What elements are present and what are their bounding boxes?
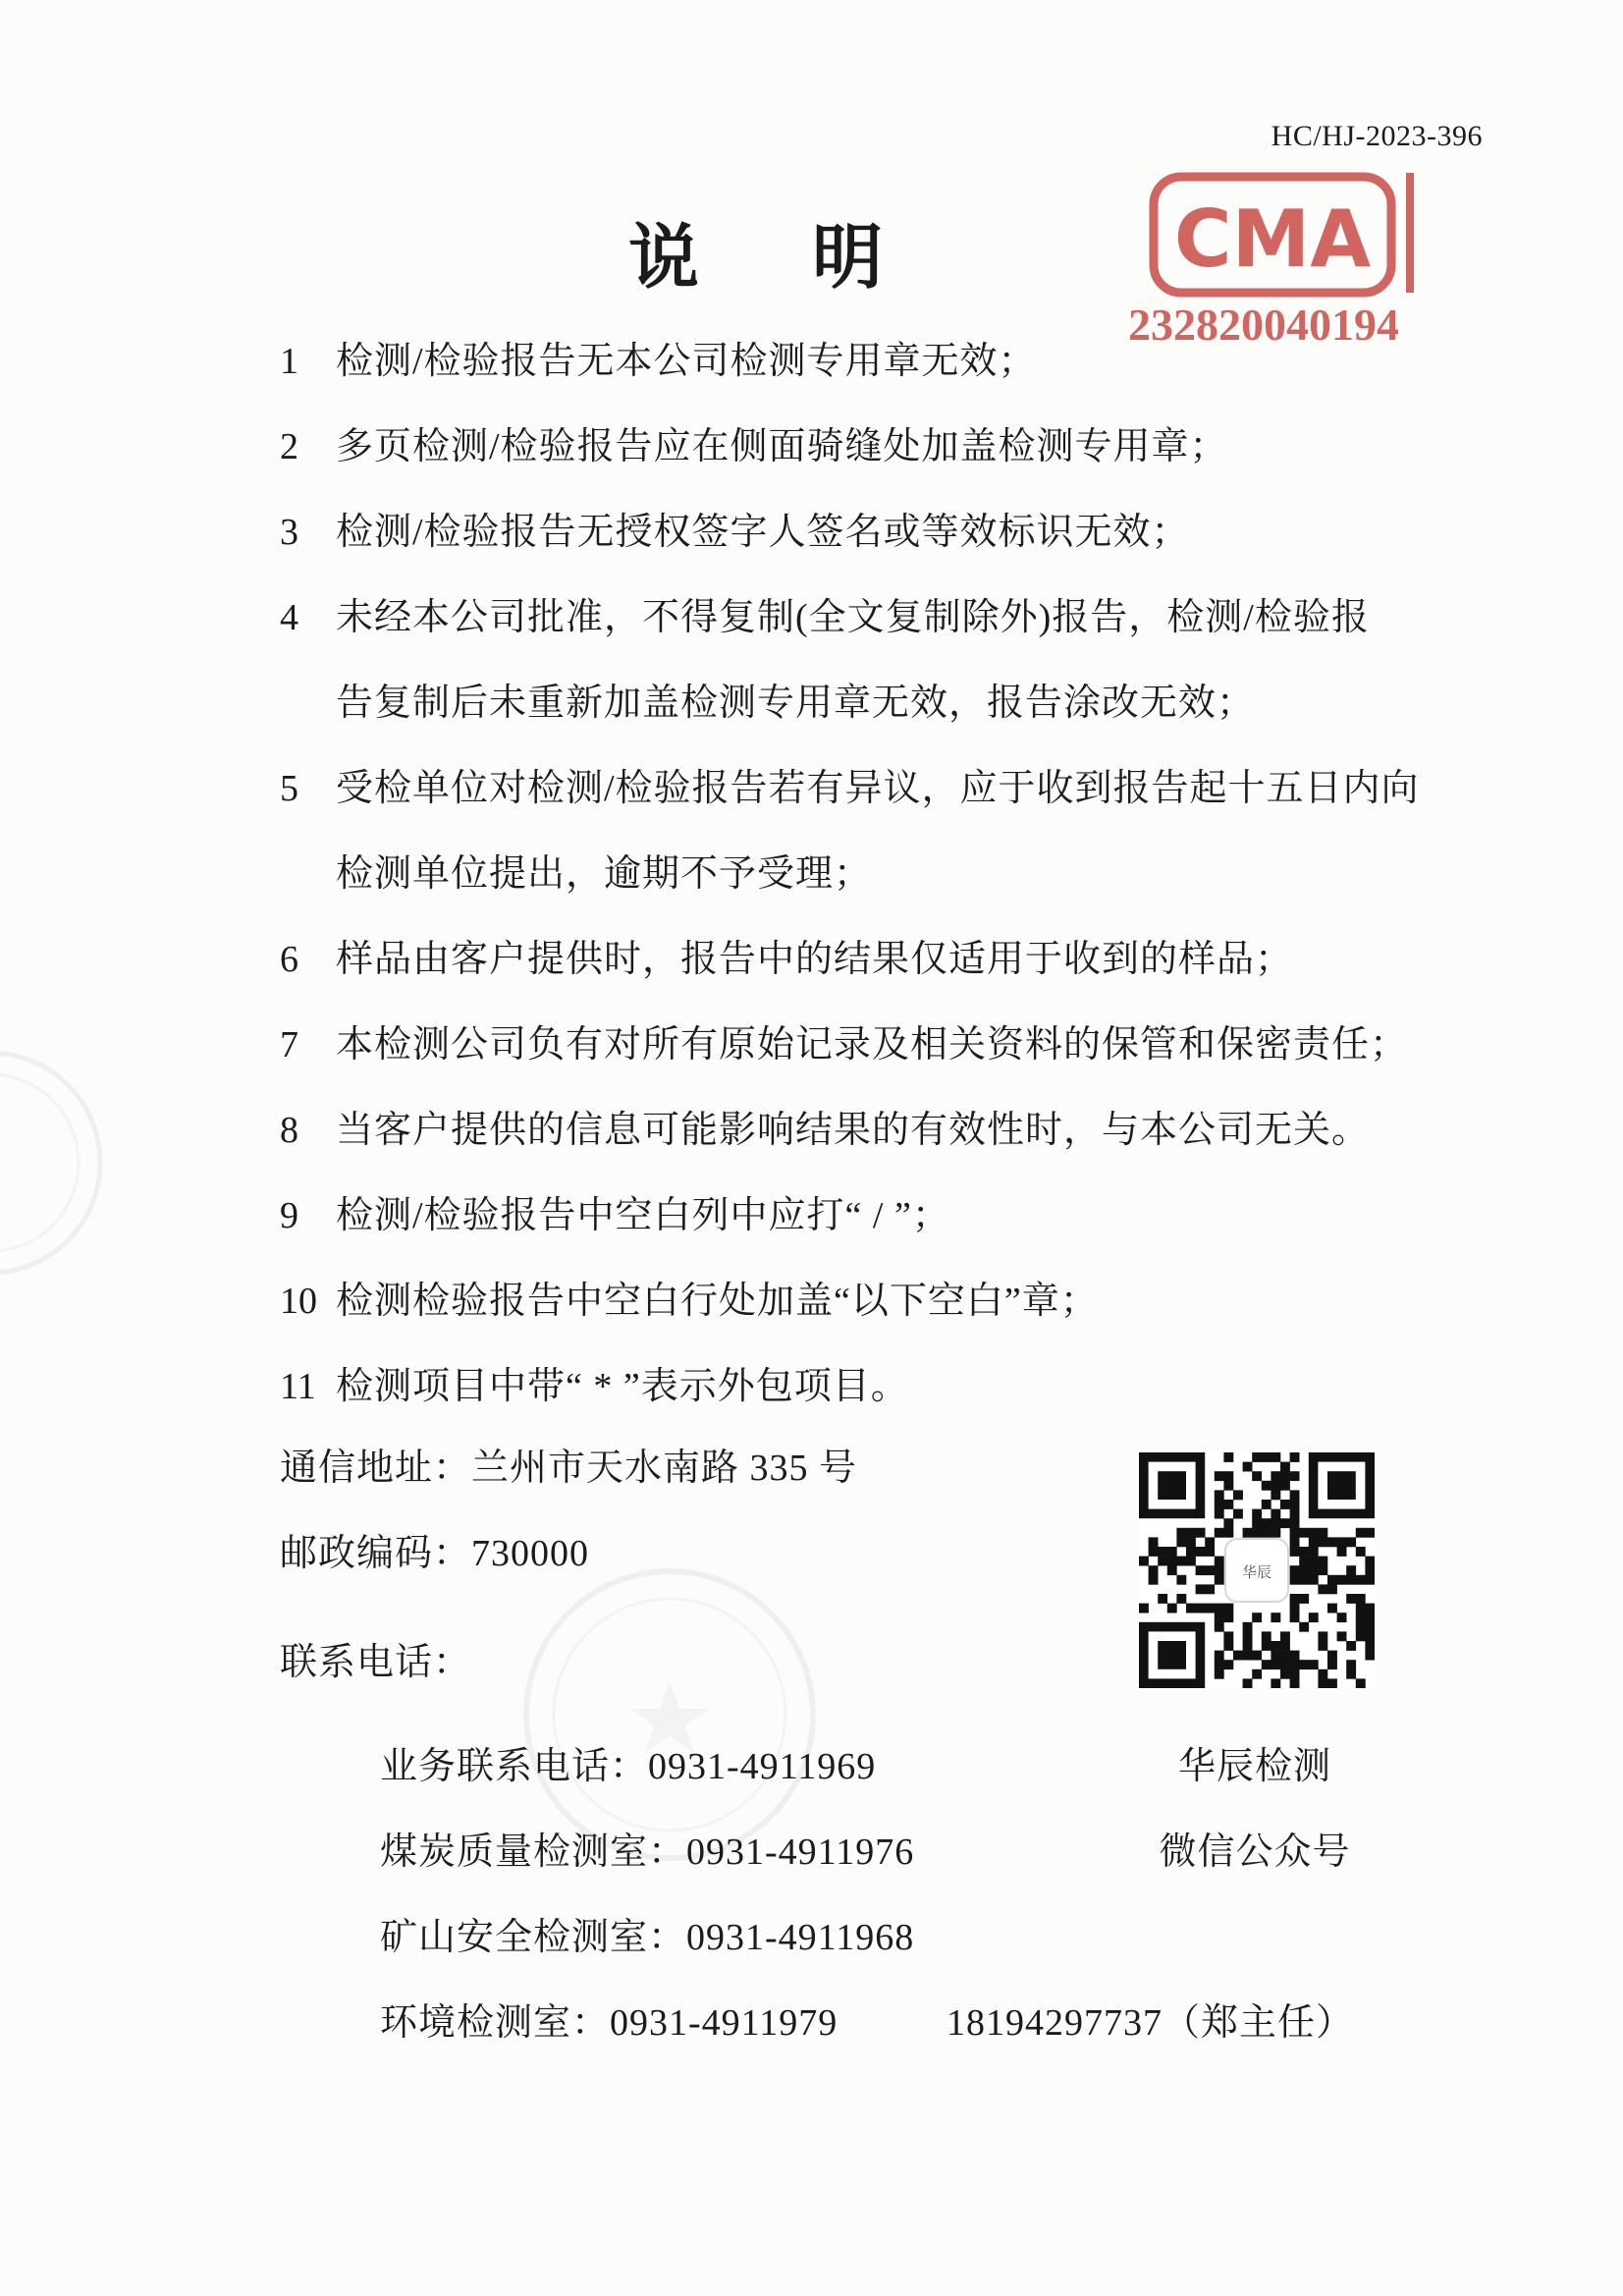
qr-module bbox=[1299, 1660, 1309, 1669]
item-number: 3 bbox=[280, 512, 298, 553]
page-title: 说 明 bbox=[628, 216, 928, 299]
qr-module bbox=[1186, 1537, 1196, 1547]
qr-module bbox=[1280, 1481, 1290, 1491]
qr-module bbox=[1309, 1537, 1319, 1547]
qr-module bbox=[1252, 1518, 1262, 1528]
qr-module bbox=[1262, 1500, 1271, 1509]
qr-module bbox=[1299, 1622, 1309, 1632]
phone-heading: 联系电话： bbox=[280, 1642, 472, 1683]
item-text: 检测/检验报告中空白列中应打“ / ”； bbox=[336, 1195, 950, 1236]
qr-module bbox=[1299, 1557, 1309, 1566]
qr-module bbox=[1290, 1575, 1300, 1585]
qr-module bbox=[1299, 1575, 1309, 1585]
notice-item-1 bbox=[280, 319, 1517, 405]
qr-module bbox=[1158, 1547, 1167, 1557]
qr-module bbox=[1262, 1528, 1271, 1538]
qr-module bbox=[1176, 1575, 1186, 1585]
qr-module bbox=[1327, 1660, 1337, 1669]
qr-module bbox=[1252, 1613, 1262, 1622]
notice-item-3 bbox=[280, 490, 1517, 575]
qr-module bbox=[1280, 1669, 1290, 1679]
qr-module bbox=[1271, 1481, 1280, 1491]
qr-module bbox=[1243, 1641, 1253, 1651]
qr-module bbox=[1299, 1565, 1309, 1575]
item-text: 检测项目中带“ * ”表示外包项目。 bbox=[336, 1366, 909, 1407]
qr-module bbox=[1271, 1528, 1280, 1538]
notice-item-5 bbox=[280, 746, 1517, 917]
qr-module bbox=[1271, 1613, 1280, 1622]
qr-module bbox=[1346, 1669, 1356, 1679]
qr-module bbox=[1327, 1678, 1337, 1688]
qr-module bbox=[1243, 1631, 1253, 1641]
cma-logo-text: CMA bbox=[1173, 193, 1372, 285]
qr-module bbox=[1252, 1471, 1262, 1481]
qr-module bbox=[1215, 1660, 1224, 1669]
qr-module bbox=[1271, 1678, 1280, 1688]
qr-module bbox=[1215, 1604, 1224, 1613]
qr-module bbox=[1271, 1660, 1280, 1669]
qr-module bbox=[1262, 1481, 1271, 1491]
qr-module bbox=[1356, 1547, 1366, 1557]
contact-list bbox=[380, 1724, 914, 2066]
qr-caption-type: 微信公众号 bbox=[1159, 1831, 1351, 1873]
item-number: 4 bbox=[280, 597, 298, 638]
contact-environment-lab: 环境检测室：0931-4911979 bbox=[380, 2002, 839, 2044]
qr-module bbox=[1365, 1604, 1375, 1613]
qr-module bbox=[1327, 1584, 1337, 1594]
item-text: 本检测公司负有对所有原始记录及相关资料的保管和保密责任； bbox=[336, 1024, 1409, 1066]
item-text: 未经本公司批准，不得复制(全文复制除外)报告，检测/检验报 bbox=[336, 597, 1370, 638]
qr-logo-text: 华辰 bbox=[1241, 1563, 1272, 1581]
qr-module bbox=[1318, 1669, 1327, 1679]
bleed-through-seal-edge bbox=[0, 1045, 108, 1281]
qr-module bbox=[1215, 1509, 1224, 1519]
qr-module bbox=[1356, 1604, 1366, 1613]
qr-module bbox=[1167, 1547, 1177, 1557]
notice-list bbox=[280, 319, 1517, 1430]
postcode: 邮政编码：730000 bbox=[280, 1533, 590, 1574]
notice-line bbox=[280, 575, 1517, 661]
contact-business: 业务联系电话：0931-4911969 bbox=[380, 1746, 877, 1787]
qr-module bbox=[1318, 1528, 1327, 1538]
qr-module bbox=[1290, 1678, 1300, 1688]
qr-module bbox=[1271, 1641, 1280, 1651]
qr-module bbox=[1167, 1565, 1177, 1575]
qr-module bbox=[1290, 1547, 1300, 1557]
qr-module bbox=[1215, 1528, 1224, 1538]
qr-module bbox=[1223, 1660, 1233, 1669]
qr-module bbox=[1223, 1518, 1233, 1528]
qr-module bbox=[1271, 1471, 1280, 1481]
qr-module bbox=[1196, 1528, 1206, 1538]
qr-module bbox=[1290, 1604, 1300, 1613]
item-number: 6 bbox=[280, 939, 298, 980]
qr-module bbox=[1346, 1594, 1356, 1604]
qr-module bbox=[1290, 1594, 1300, 1604]
item-text: 受检单位对检测/检验报告若有异议，应于收到报告起十五日内向 bbox=[336, 768, 1420, 809]
qr-module bbox=[1176, 1557, 1186, 1566]
qr-module bbox=[1252, 1651, 1262, 1661]
qr-module bbox=[1337, 1613, 1347, 1622]
qr-finder bbox=[1327, 1471, 1356, 1500]
qr-module bbox=[1223, 1641, 1233, 1651]
qr-module bbox=[1252, 1669, 1262, 1679]
qr-module bbox=[1158, 1594, 1167, 1604]
qr-module bbox=[1290, 1528, 1300, 1538]
qr-module bbox=[1223, 1471, 1233, 1481]
qr-module bbox=[1280, 1651, 1290, 1661]
qr-module bbox=[1290, 1613, 1300, 1622]
qr-module bbox=[1365, 1622, 1375, 1632]
qr-module bbox=[1233, 1651, 1243, 1661]
qr-module bbox=[1280, 1500, 1290, 1509]
qr-module bbox=[1252, 1452, 1262, 1462]
item-number: 1 bbox=[280, 341, 298, 382]
contact-mine-safety-lab: 矿山安全检测室：0931-4911968 bbox=[380, 1917, 915, 1958]
qr-module bbox=[1176, 1537, 1186, 1547]
qr-module bbox=[1243, 1528, 1253, 1538]
qr-module bbox=[1215, 1613, 1224, 1622]
qr-module bbox=[1290, 1452, 1300, 1462]
qr-module bbox=[1309, 1565, 1319, 1575]
qr-module bbox=[1337, 1575, 1347, 1585]
qr-module bbox=[1280, 1631, 1290, 1641]
qr-module bbox=[1309, 1547, 1319, 1557]
qr-module bbox=[1346, 1641, 1356, 1651]
qr-module bbox=[1290, 1651, 1300, 1661]
qr-module bbox=[1365, 1631, 1375, 1641]
qr-module bbox=[1223, 1500, 1233, 1509]
item-number: 2 bbox=[280, 426, 298, 467]
qr-module bbox=[1290, 1565, 1300, 1575]
qr-module bbox=[1299, 1594, 1309, 1604]
qr-module bbox=[1290, 1660, 1300, 1669]
notice-line bbox=[280, 1174, 1517, 1259]
report-number: HC/HJ-2023-396 bbox=[1271, 120, 1483, 152]
qr-module bbox=[1290, 1518, 1300, 1528]
qr-module bbox=[1149, 1547, 1159, 1557]
qr-module bbox=[1318, 1537, 1327, 1547]
qr-module bbox=[1356, 1678, 1366, 1688]
qr-module bbox=[1243, 1678, 1253, 1688]
qr-module bbox=[1205, 1565, 1215, 1575]
qr-module bbox=[1309, 1613, 1319, 1622]
qr-module bbox=[1167, 1557, 1177, 1566]
qr-module bbox=[1215, 1471, 1224, 1481]
qr-module bbox=[1280, 1462, 1290, 1472]
qr-module bbox=[1290, 1537, 1300, 1547]
qr-module bbox=[1205, 1537, 1215, 1547]
notice-line bbox=[280, 1088, 1517, 1174]
notice-item-8 bbox=[280, 1088, 1517, 1174]
qr-module bbox=[1356, 1575, 1366, 1585]
qr-module bbox=[1186, 1528, 1196, 1538]
qr-module bbox=[1252, 1528, 1262, 1538]
qr-module bbox=[1167, 1604, 1177, 1613]
qr-module bbox=[1149, 1537, 1159, 1547]
qr-finder bbox=[1158, 1471, 1186, 1500]
qr-module bbox=[1356, 1528, 1366, 1538]
qr-module bbox=[1299, 1528, 1309, 1538]
qr-module bbox=[1176, 1528, 1186, 1538]
qr-module bbox=[1139, 1604, 1149, 1613]
qr-module bbox=[1365, 1641, 1375, 1651]
qr-module bbox=[1223, 1452, 1233, 1462]
qr-module bbox=[1149, 1565, 1159, 1575]
qr-module bbox=[1290, 1471, 1300, 1481]
qr-module bbox=[1309, 1660, 1319, 1669]
qr-module bbox=[1318, 1557, 1327, 1566]
qr-module bbox=[1280, 1471, 1290, 1481]
notice-line-continued bbox=[280, 661, 1517, 746]
qr-module bbox=[1346, 1575, 1356, 1585]
qr-module bbox=[1262, 1631, 1271, 1641]
qr-module bbox=[1186, 1557, 1196, 1566]
notice-item-9 bbox=[280, 1174, 1517, 1259]
qr-module bbox=[1309, 1528, 1319, 1538]
qr-module bbox=[1327, 1537, 1337, 1547]
qr-module bbox=[1186, 1547, 1196, 1557]
qr-module bbox=[1365, 1528, 1375, 1538]
qr-module bbox=[1280, 1518, 1290, 1528]
qr-module bbox=[1356, 1613, 1366, 1622]
qr-module bbox=[1215, 1669, 1224, 1679]
qr-caption-name: 华辰检测 bbox=[1177, 1746, 1331, 1787]
qr-caption bbox=[1108, 1724, 1402, 1895]
item-number: 8 bbox=[280, 1110, 298, 1151]
qr-module bbox=[1215, 1651, 1224, 1661]
qr-module bbox=[1186, 1604, 1196, 1613]
qr-module bbox=[1262, 1660, 1271, 1669]
qr-module bbox=[1196, 1547, 1206, 1557]
item-number: 5 bbox=[280, 768, 298, 809]
qr-module bbox=[1271, 1490, 1280, 1500]
notice-line bbox=[280, 1259, 1517, 1344]
qr-module bbox=[1365, 1575, 1375, 1585]
qr-module bbox=[1205, 1547, 1215, 1557]
notice-item-7 bbox=[280, 1003, 1517, 1088]
item-text: 检测检验报告中空白行处加盖“以下空白”章； bbox=[336, 1281, 1099, 1322]
notice-item-11 bbox=[280, 1344, 1517, 1430]
qr-module bbox=[1252, 1509, 1262, 1519]
qr-module bbox=[1271, 1518, 1280, 1528]
qr-module bbox=[1262, 1452, 1271, 1462]
qr-module bbox=[1233, 1509, 1243, 1519]
qr-module bbox=[1149, 1575, 1159, 1585]
notice-line bbox=[280, 917, 1517, 1003]
qr-module bbox=[1290, 1500, 1300, 1509]
qr-module bbox=[1243, 1651, 1253, 1661]
qr-module bbox=[1196, 1604, 1206, 1613]
item-text: 多页检测/检验报告应在侧面骑缝处加盖检测专用章； bbox=[336, 426, 1228, 467]
qr-module bbox=[1290, 1490, 1300, 1500]
item-text: 检测单位提出，逾期不予受理； bbox=[336, 853, 873, 895]
qr-module bbox=[1262, 1641, 1271, 1651]
qr-module bbox=[1365, 1613, 1375, 1622]
qr-module bbox=[1139, 1557, 1149, 1566]
qr-module bbox=[1176, 1594, 1186, 1604]
qr-module bbox=[1233, 1490, 1243, 1500]
qr-module bbox=[1243, 1462, 1253, 1472]
qr-module bbox=[1243, 1622, 1253, 1632]
item-number: 7 bbox=[280, 1024, 298, 1066]
qr-module bbox=[1337, 1547, 1347, 1557]
qr-module bbox=[1318, 1641, 1327, 1651]
qr-module bbox=[1318, 1678, 1327, 1688]
notice-line bbox=[280, 490, 1517, 575]
qr-module bbox=[1280, 1660, 1290, 1669]
qr-module bbox=[1205, 1604, 1215, 1613]
qr-module bbox=[1309, 1557, 1319, 1566]
qr-module bbox=[1271, 1509, 1280, 1519]
item-text: 检测/检验报告无本公司检测专用章无效； bbox=[336, 341, 1037, 382]
qr-module bbox=[1356, 1631, 1366, 1641]
qr-module bbox=[1356, 1622, 1366, 1632]
qr-module bbox=[1215, 1622, 1224, 1632]
qr-module bbox=[1215, 1565, 1224, 1575]
qr-module bbox=[1215, 1490, 1224, 1500]
qr-module bbox=[1309, 1575, 1319, 1585]
notice-item-10 bbox=[280, 1259, 1517, 1344]
qr-finder bbox=[1158, 1641, 1186, 1669]
qr-module bbox=[1223, 1631, 1233, 1641]
qr-module bbox=[1337, 1631, 1347, 1641]
qr-module bbox=[1346, 1565, 1356, 1575]
qr-module bbox=[1271, 1452, 1280, 1462]
qr-module bbox=[1223, 1613, 1233, 1622]
notice-line bbox=[280, 1003, 1517, 1088]
item-text: 当客户提供的信息可能影响结果的有效性时，与本公司无关。 bbox=[336, 1110, 1371, 1151]
item-text: 告复制后未重新加盖检测专用章无效，报告涂改无效； bbox=[336, 683, 1256, 724]
qr-module bbox=[1280, 1641, 1290, 1651]
qr-module bbox=[1365, 1651, 1375, 1661]
qr-module bbox=[1318, 1584, 1327, 1594]
item-text: 检测/检验报告无授权签字人签名或等效标识无效； bbox=[336, 512, 1190, 553]
qr-module bbox=[1365, 1557, 1375, 1566]
notice-line bbox=[280, 1344, 1517, 1430]
item-number: 11 bbox=[280, 1366, 316, 1407]
notice-item-2 bbox=[280, 405, 1517, 490]
qr-module bbox=[1223, 1481, 1233, 1491]
qr-module bbox=[1290, 1509, 1300, 1519]
qr-module bbox=[1290, 1669, 1300, 1679]
qr-module bbox=[1215, 1500, 1224, 1509]
qr-module bbox=[1318, 1565, 1327, 1575]
notice-item-6 bbox=[280, 917, 1517, 1003]
qr-module bbox=[1365, 1565, 1375, 1575]
contact-coal-lab: 煤炭质量检测室：0931-4911976 bbox=[380, 1831, 915, 1873]
notice-item-4 bbox=[280, 575, 1517, 746]
qr-module bbox=[1318, 1631, 1327, 1641]
qr-module bbox=[1356, 1594, 1366, 1604]
notice-line-continued bbox=[280, 832, 1517, 917]
qr-module bbox=[1346, 1660, 1356, 1669]
qr-module bbox=[1327, 1604, 1337, 1613]
qr-module bbox=[1196, 1565, 1206, 1575]
item-number: 10 bbox=[280, 1281, 317, 1322]
qr-module bbox=[1346, 1537, 1356, 1547]
qr-module bbox=[1223, 1528, 1233, 1538]
qr-module bbox=[1299, 1547, 1309, 1557]
qr-module bbox=[1215, 1575, 1224, 1585]
item-number: 9 bbox=[280, 1195, 298, 1236]
qr-module bbox=[1327, 1575, 1337, 1585]
qr-module bbox=[1196, 1584, 1206, 1594]
notice-line bbox=[280, 319, 1517, 405]
qr-module bbox=[1262, 1518, 1271, 1528]
qr-module bbox=[1158, 1557, 1167, 1566]
qr-module bbox=[1337, 1537, 1347, 1547]
notice-line bbox=[280, 405, 1517, 490]
qr-module bbox=[1327, 1651, 1337, 1661]
contact-person: 18194297737（郑主任） bbox=[947, 2002, 1355, 2044]
qr-module bbox=[1271, 1651, 1280, 1661]
qr-module bbox=[1223, 1604, 1233, 1613]
qr-code bbox=[1139, 1452, 1375, 1688]
qr-module bbox=[1215, 1557, 1224, 1566]
address: 通信地址：兰州市天水南路 335 号 bbox=[280, 1448, 858, 1489]
cma-number: 232820040194 bbox=[1128, 300, 1399, 350]
qr-module bbox=[1205, 1584, 1215, 1594]
notice-line bbox=[280, 746, 1517, 832]
item-text: 样品由客户提供时，报告中的结果仅适用于收到的样品； bbox=[336, 939, 1294, 980]
